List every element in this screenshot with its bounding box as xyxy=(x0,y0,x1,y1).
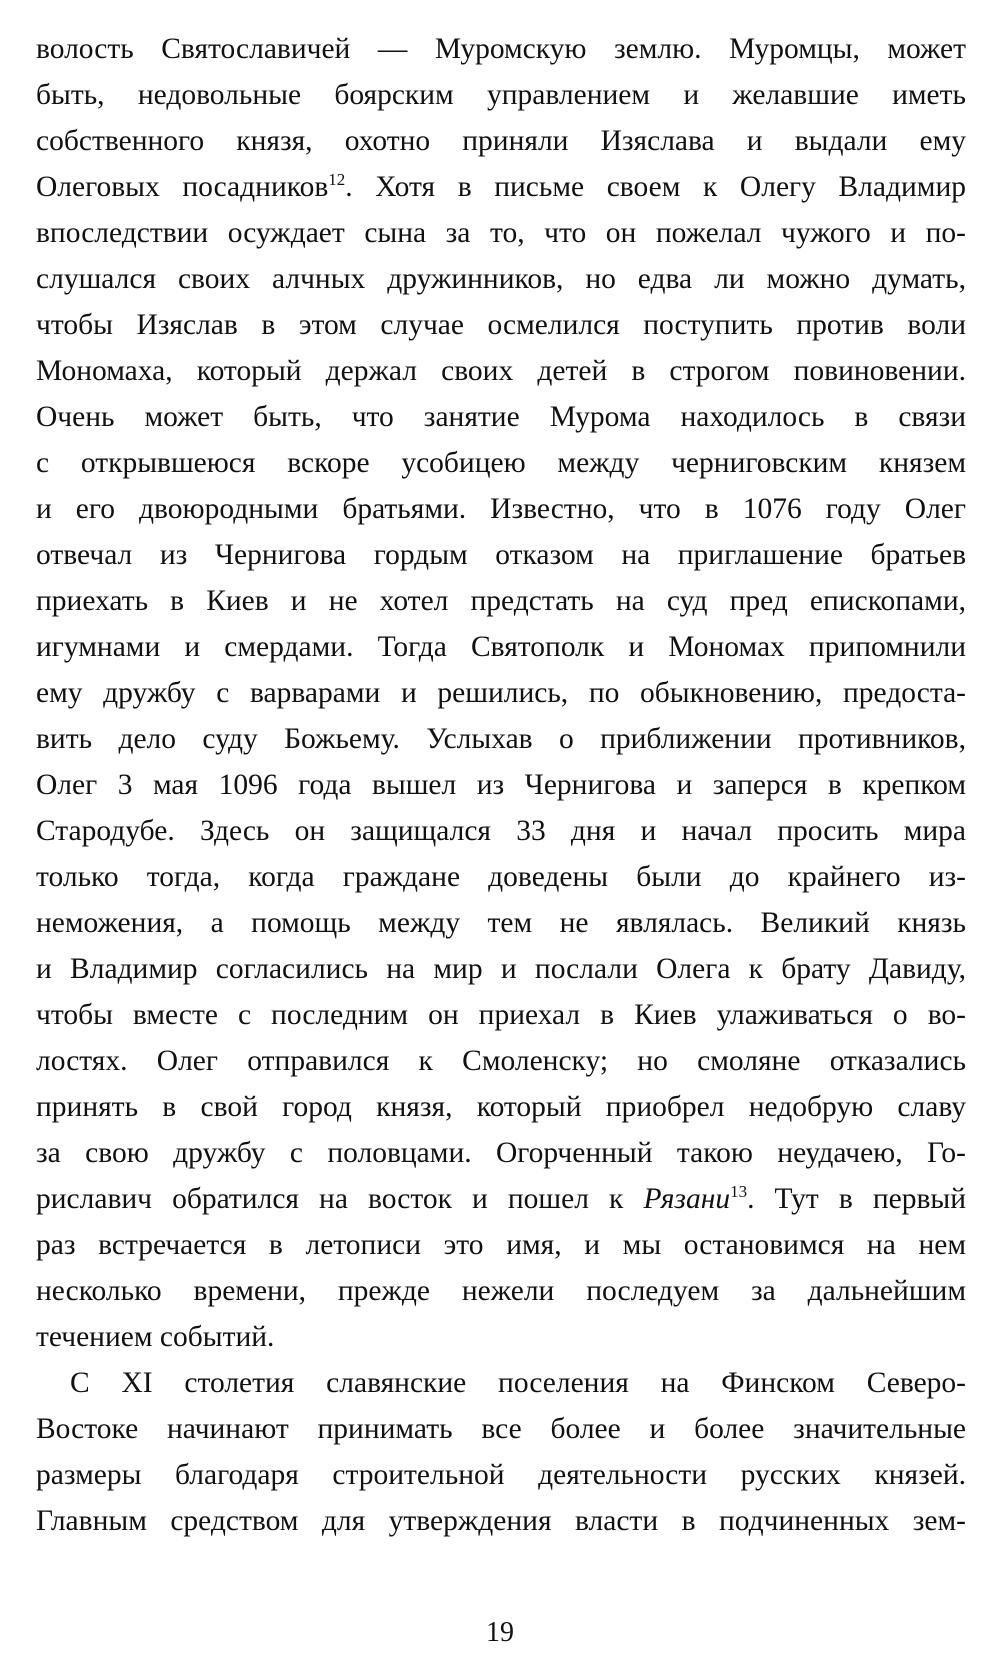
text-line: быть, недовольные боярским управлением и желавшие иметь xyxy=(36,79,966,111)
page-number: 19 xyxy=(486,1617,514,1648)
text-line: и его двоюродными братьями. Известно, что в 1076 году Олег xyxy=(36,493,966,525)
text-line: Главным средством для утверждения власти в подчиненных зем- xyxy=(36,1505,966,1537)
text-line: лостях. Олег отправился к Смоленску; но смоляне отказались xyxy=(36,1045,966,1077)
text-line: Востоке начинают принимать все более и более значительные xyxy=(36,1413,966,1445)
text-line: слушался своих алчных дружинников, но едва ли можно думать, xyxy=(36,263,966,295)
text-segment: . Тут в первый xyxy=(747,1183,967,1215)
footnote-marker: 12 xyxy=(328,170,346,189)
text-line xyxy=(36,1176,966,1222)
text-line: за свою дружбу с половцами. Огорченный такою неудачею, Го- xyxy=(36,1137,966,1169)
footnote-marker: 13 xyxy=(730,1182,748,1201)
text-line xyxy=(36,164,966,210)
text-line: волость Святославичей — Муромскую землю. Муромцы, может xyxy=(36,33,966,65)
text-line: собственного князя, охотно приняли Изяслава и выдали ему xyxy=(36,125,966,157)
text-line: с открывшеюся вскоре усобицею между черниговским князем xyxy=(36,447,966,479)
text-line: ему дружбу с варварами и решились, по обыкновению, предоста- xyxy=(36,677,966,709)
text-line: неможения, а помощь между тем не являлась. Великий князь xyxy=(36,907,966,939)
text-line: размеры благодаря строительной деятельности русских князей. xyxy=(36,1459,966,1491)
text-line: несколько времени, прежде нежели последуем за дальнейшим xyxy=(36,1275,966,1307)
text-line: С XI столетия славянские поселения на Финском Северо- xyxy=(70,1367,966,1399)
text-line: только тогда, когда граждане доведены были до крайнего из- xyxy=(36,861,966,893)
text-line: раз встречается в летописи это имя, и мы остановимся на нем xyxy=(36,1229,966,1261)
text-line: отвечал из Чернигова гордым отказом на приглашение братьев xyxy=(36,539,966,571)
text-line: вить дело суду Божьему. Услыхав о приближении противников, xyxy=(36,723,966,755)
text-line: игумнами и смердами. Тогда Святополк и Мономах припомнили xyxy=(36,631,966,663)
text-line: принять в свой город князя, который приобрел недобрую славу xyxy=(36,1091,966,1123)
text-segment: Олеговых посадников xyxy=(36,171,329,203)
text-line: приехать в Киев и не хотел предстать на суд пред епископами, xyxy=(36,585,966,617)
text-segment: риславич обратился на восток и пошел к xyxy=(36,1183,644,1215)
text-line: Олег 3 мая 1096 года вышел из Чернигова и заперся в крепком xyxy=(36,769,966,801)
text-line: течением событий. xyxy=(36,1321,275,1353)
text-line: чтобы Изяслав в этом случае осмелился поступить против воли xyxy=(36,309,966,341)
text-segment: . Хотя в письме своем к Олегу Владимир xyxy=(345,171,966,203)
text-line: чтобы вместе с последним он приехал в Киев улаживаться о во- xyxy=(36,999,966,1031)
text-line: Очень может быть, что занятие Мурома находилось в связи xyxy=(36,401,966,433)
text-line: Мономаха, который держал своих детей в строгом повиновении. xyxy=(36,355,966,387)
body-text xyxy=(36,26,966,1544)
text-line: и Владимир согласились на мир и послали Олега к брату Давиду, xyxy=(36,953,966,985)
text-line: впоследствии осуждает сына за то, что он пожелал чужого и по- xyxy=(36,217,966,249)
text-line: Стародубе. Здесь он защищался 33 дня и начал просить мира xyxy=(36,815,966,847)
italic-place-name: Рязани xyxy=(643,1183,731,1215)
